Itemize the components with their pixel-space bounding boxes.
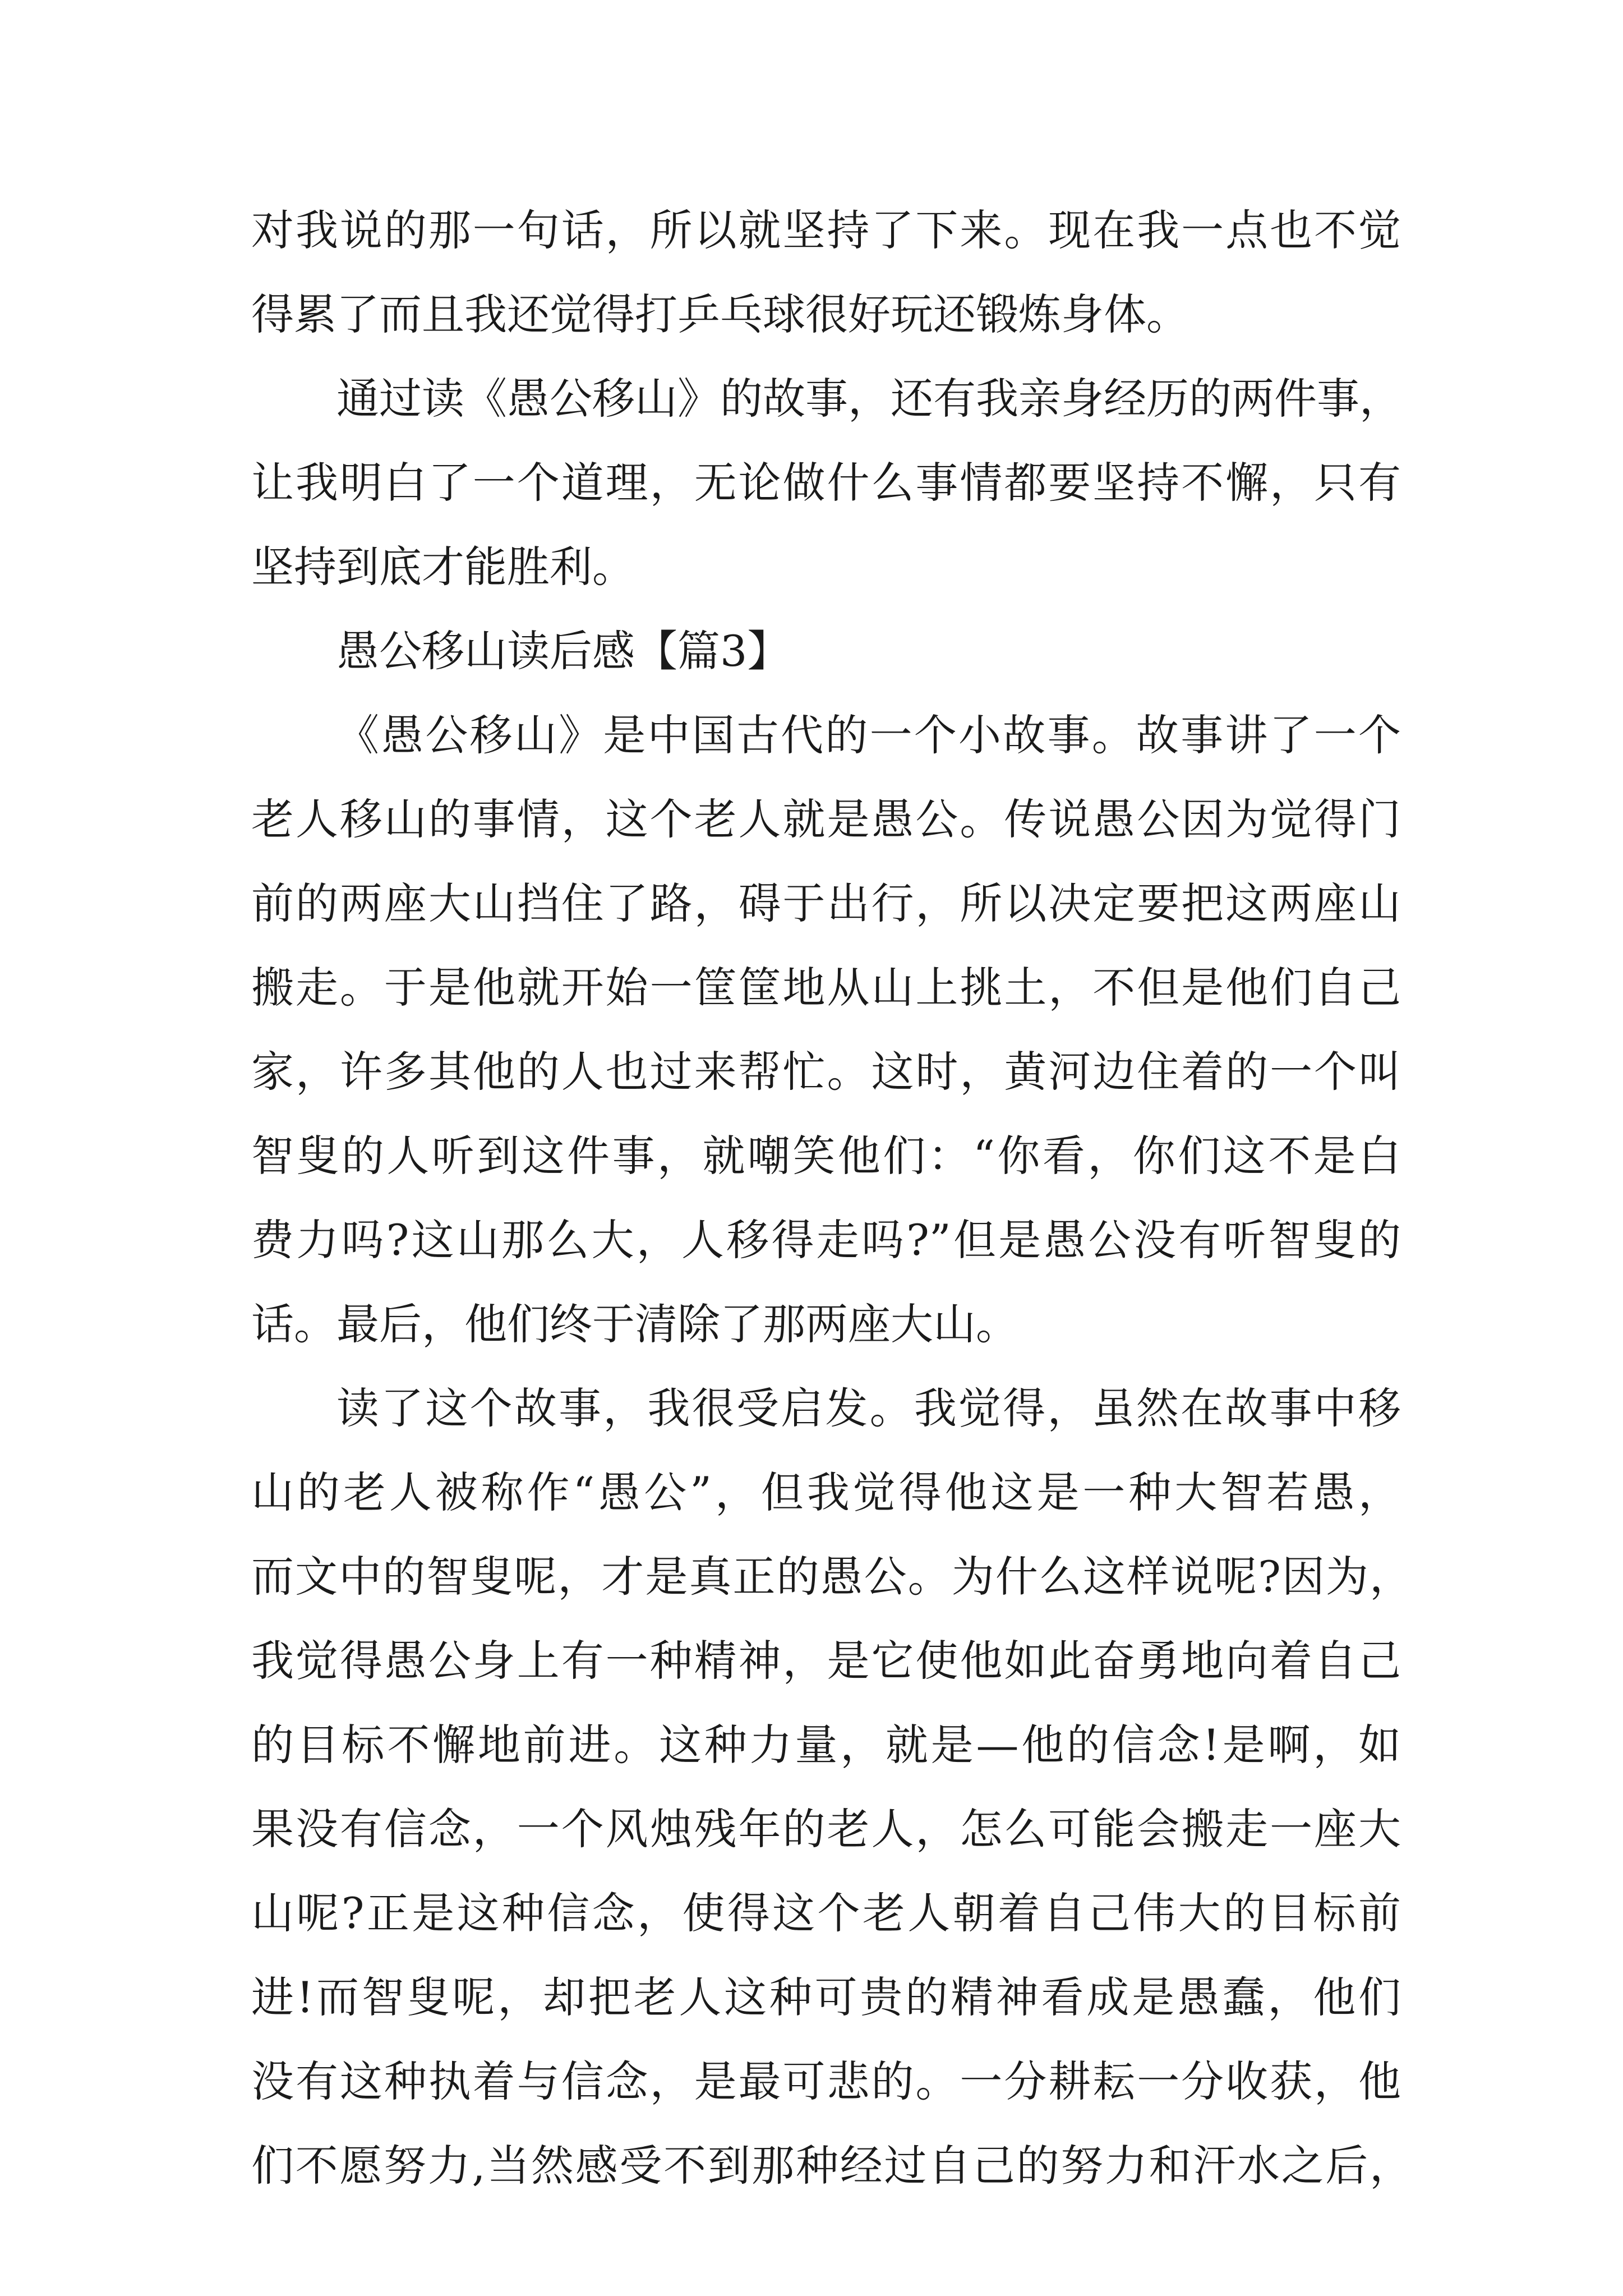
text-line: 而文中的智叟呢，才是真正的愚公。为什么这样说呢?因为， (251, 1552, 1412, 1602)
text-line: 对我说的那一句话，所以就坚持了下来。现在我一点也不觉 (251, 205, 1401, 255)
text-line: 话。最后，他们终于清除了那两座大山。 (251, 1299, 1018, 1349)
text-line: 坚持到底才能胜利。 (251, 542, 635, 592)
text-line: 们不愿努力,当然感受不到那种经过自己的努力和汗水之后， (251, 2141, 1412, 2191)
text-line: 老人移山的事情，这个老人就是愚公。传说愚公因为觉得门 (251, 794, 1401, 844)
section-heading: 愚公移山读后感【篇3】 (336, 626, 790, 676)
text-line: 搬走。于是他就开始一筐筐地从山上挑土，不但是他们自己 (251, 963, 1401, 1013)
text-line: 前的两座大山挡住了路，碍于出行，所以决定要把这两座山 (251, 878, 1401, 928)
text-line: 我觉得愚公身上有一种精神，是它使他如此奋勇地向着自己 (251, 1636, 1401, 1686)
paragraph-first-line: 《愚公移山》是中国古代的一个小故事。故事讲了一个 (336, 710, 1401, 760)
text-line: 果没有信念，一个风烛残年的老人，怎么可能会搬走一座大 (251, 1804, 1401, 1854)
text-line: 得累了而且我还觉得打乒乓球很好玩还锻炼身体。 (251, 289, 1189, 339)
text-line: 山呢?正是这种信念，使得这个老人朝着自己伟大的目标前 (251, 1888, 1401, 1938)
text-line: 的目标不懈地前进。这种力量，就是—他的信念!是啊，如 (251, 1720, 1401, 1770)
text-line: 智叟的人听到这件事，就嘲笑他们：“你看，你们这不是白 (251, 1131, 1401, 1181)
text-line: 家，许多其他的人也过来帮忙。这时，黄河边住着的一个叫 (251, 1047, 1401, 1097)
paragraph-first-line: 通过读《愚公移山》的故事，还有我亲身经历的两件事， (336, 374, 1402, 424)
document-body (251, 188, 1412, 2208)
text-line: 进!而智叟呢，却把老人这种可贵的精神看成是愚蠢，他们 (251, 1972, 1401, 2022)
text-line: 费力吗?这山那么大，人移得走吗?”但是愚公没有听智叟的 (251, 1215, 1401, 1265)
text-line: 山的老人被称作“愚公”，但我觉得他这是一种大智若愚， (251, 1467, 1401, 1517)
text-line: 没有这种执着与信念，是最可悲的。一分耕耘一分收获，他 (251, 2056, 1401, 2106)
text-line: 让我明白了一个道理，无论做什么事情都要坚持不懈，只有 (251, 458, 1401, 508)
paragraph-first-line: 读了这个故事，我很受启发。我觉得，虽然在故事中移 (336, 1383, 1401, 1433)
